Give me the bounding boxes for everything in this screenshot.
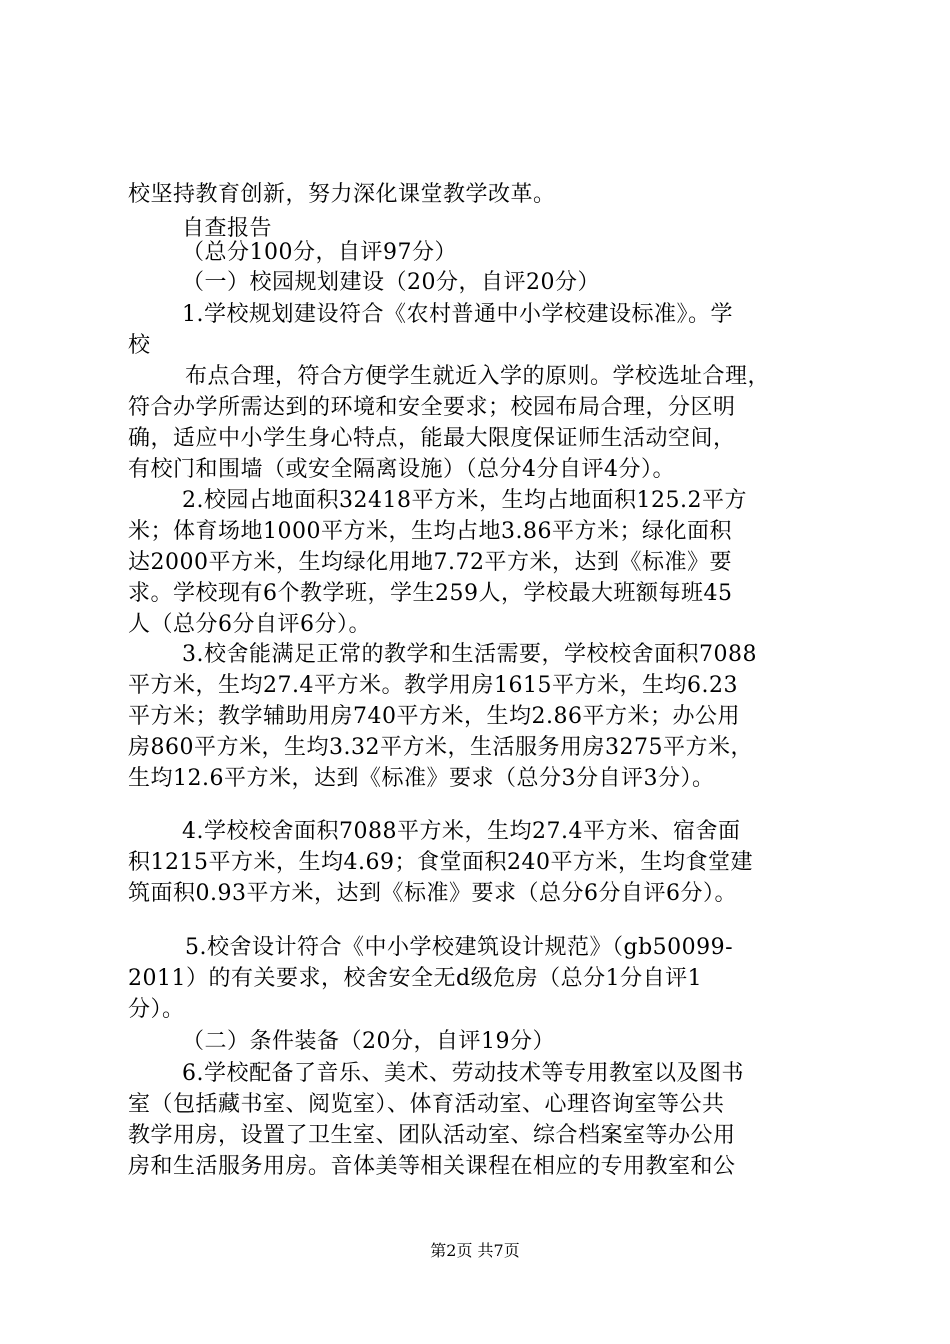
text-line: 校 (128, 333, 151, 358)
text-line: 有校门和围墙（或安全隔离设施）（总分4分自评4分）。 (128, 457, 675, 482)
text-line: 校坚持教育创新，努力深化课堂教学改革。 (128, 182, 556, 207)
text-line: （总分100分，自评97分） (182, 240, 457, 265)
section-heading: 自查报告 (182, 216, 273, 241)
text-line: 人（总分6分自评6分）。 (128, 612, 371, 637)
text-line: 房860平方米，生均3.32平方米，生活服务用房3275平方米， (128, 735, 753, 760)
text-line: 积1215平方米，生均4.69；食堂面积240平方米，生均食堂建 (128, 850, 753, 875)
text-line: 符合办学所需达到的环境和安全要求；校园布局合理，分区明 (128, 395, 736, 420)
text-line: 4.学校校舍面积7088平方米，生均27.4平方米、宿舍面 (182, 819, 741, 844)
text-line: 布点合理，符合方便学生就近入学的原则。学校选址合理， (185, 364, 771, 389)
text-line: 分）。 (128, 997, 185, 1022)
text-line: 3.校舍能满足正常的教学和生活需要，学校校舍面积7088 (182, 642, 757, 667)
text-line: 教学用房，设置了卫生室、团队活动室、综合档案室等办公用 (128, 1123, 736, 1148)
text-line: 1.学校规划建设符合《农村普通中小学校建设标准》。学 (182, 302, 733, 327)
section-heading: （二）条件装备（20分，自评19分） (182, 1029, 555, 1054)
text-line: 室（包括藏书室、阅览室）、体育活动室、心理咨询室等公共 (128, 1092, 725, 1117)
text-line: 2011）的有关要求，校舍安全无d级危房（总分1分自评1 (128, 966, 703, 991)
text-line: 平方米；教学辅助用房740平方米，生均2.86平方米；办公用 (128, 704, 740, 729)
section-heading: （一）校园规划建设（20分，自评20分） (182, 270, 600, 295)
text-line: 生均12.6平方米，达到《标准》要求（总分3分自评3分）。 (128, 766, 715, 791)
text-line: 确，适应中小学生身心特点，能最大限度保证师生活动空间， (128, 426, 736, 451)
text-line: 达2000平方米，生均绿化用地7.72平方米，达到《标准》要 (128, 550, 732, 575)
text-line: 房和生活服务用房。音体美等相关课程在相应的专用教室和公 (128, 1154, 736, 1179)
text-line: 5.校舍设计符合《中小学校建筑设计规范》（gb50099- (185, 935, 734, 960)
text-line: 6.学校配备了音乐、美术、劳动技术等专用教室以及图书 (182, 1061, 744, 1086)
text-line: 平方米，生均27.4平方米。教学用房1615平方米，生均6.23 (128, 673, 738, 698)
text-line: 2.校园占地面积32418平方米，生均占地面积125.2平方 (182, 488, 747, 513)
text-line: 筑面积0.93平方米，达到《标准》要求（总分6分自评6分）。 (128, 881, 737, 906)
page-footer: 第2页 共7页 (430, 1241, 520, 1260)
text-line: 米；体育场地1000平方米，生均占地3.86平方米；绿化面积 (128, 519, 732, 544)
text-line: 求。学校现有6个教学班，学生259人，学校最大班额每班45 (128, 581, 733, 606)
